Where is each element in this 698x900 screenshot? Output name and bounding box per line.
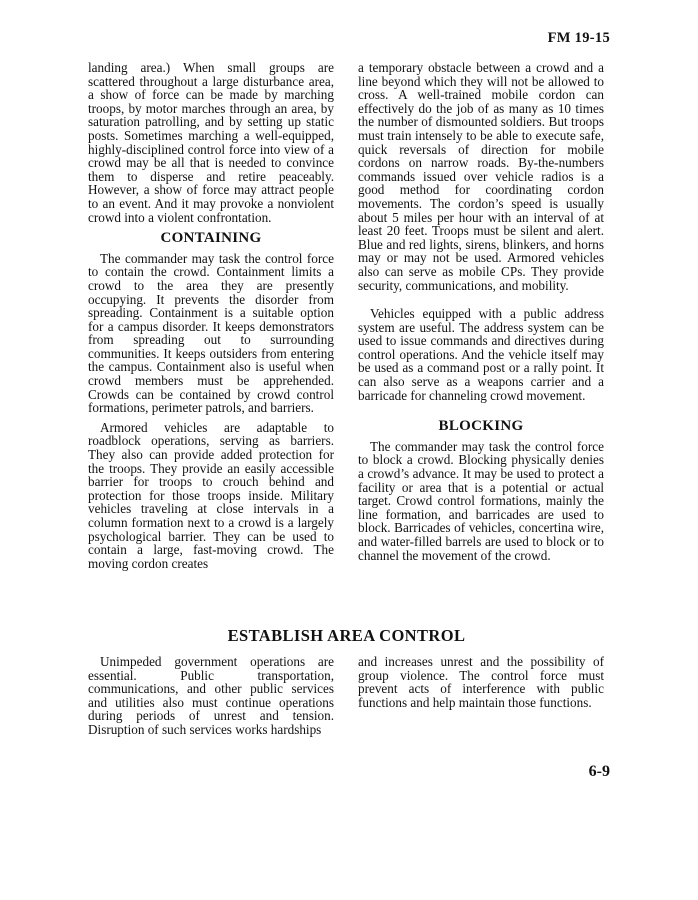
paragraph-group-violence: and increases unrest and the possibility of group violence. The control force must prevent acts of interference with public functions and help maintain those functions. [358,654,604,710]
paragraph-show-of-force: landing area.) When small groups are scattered throughout a large disturbance area, a show of force can be made by marching troops, by motor marches through an area, by saturation patrolling, and by setting up static posts. Sometimes marching a well-equipped, highly-disciplined control force into view of a crowd may be all that is needed to convince them to disperse and retire peaceably. However, a show of force may attract people to an event. And it may provoke a nonviolent crowd into a violent confrontation. [88,60,334,225]
paragraph-mobile-cordon: a temporary obstacle between a crowd and a line beyond which they will not be allowed to cross. A well-trained mobile cordon can effectively do the job of as many as 10 times the number of dismounted soldiers. But troops must train intensely to be able to execute safe, quick reversals of direction for mobile cordons on narrow roads. By-the-numbers commands issued over vehicle radios is a good method for coordinating cordon movements. The cordon’s speed is usually about 5 miles per hour with an interval of at least 20 feet. Troops must be silent and alert. Blue and red lights, sirens, blinkers, and horns may or may not be used. Armored vehicles also can serve as mobile CPs. They provide security, communications, and mobility. [358,60,604,293]
paragraph-armored-vehicles: Armored vehicles are adaptable to roadblock operations, serving as barriers. They also can provide added protection for the troops. They provide an easily accessible barrier for troops to crouch behind and protection for those troops inside. Military vehicles traveling at close intervals in a column formation next to a crowd is a largely psychological barrier. They can be used to contain a large, fast-moving crowd. The moving cordon creates [88,419,334,571]
paragraph-unimpeded-operations: Unimpeded government operations are essential. Public transportation, communications, and other public services and utilities also must continue operations during periods of unrest and tension. Disruption of such services works hardships [88,654,334,737]
paragraph-public-address: Vehicles equipped with a public address system are useful. The address system can be used to issue commands and directives during control operations. And the vehicle itself may be used as a command post or a rally point. It can also serve as a weapons carrier and a barricade for channeling crowd movement. [358,306,604,403]
blocking-heading: BLOCKING [438,418,524,435]
right-column-top [358,61,604,562]
page-number: 6-9 [588,763,610,780]
left-column-bottom [88,655,334,737]
establish-area-control-heading: ESTABLISH AREA CONTROL [227,626,466,645]
manual-id-header: FM 19-15 [547,30,610,46]
containing-heading: CONTAINING [160,230,262,247]
paragraph-blocking: The commander may task the control force to block a crowd. Blocking physically denies a crowd’s advance. It may be used to protect a facility or area that is a potential or actual target. Crowd control formations, mainly the line formation, and barricades are used to block. Barricades of vehicles, concertina wire, and water-filled barrels are used to block or to channel the movement of the crowd. [358,438,604,563]
left-column-top [88,61,334,570]
paragraph-containing: The commander may task the control force to contain the crowd. Containment limits a crowd to the area they are presently occupying. It prevents the disorder from spreading. Containment is a suitable option for a campus disorder. It keeps demonstrators from spreading out to surrounding communities. It keeps outsiders from entering the campus. Containment also is useful when crowd members must be apprehended. Crowds can be contained by crowd control formations, perimeter patrols, and barriers. [88,250,334,416]
right-column-bottom [358,655,604,709]
